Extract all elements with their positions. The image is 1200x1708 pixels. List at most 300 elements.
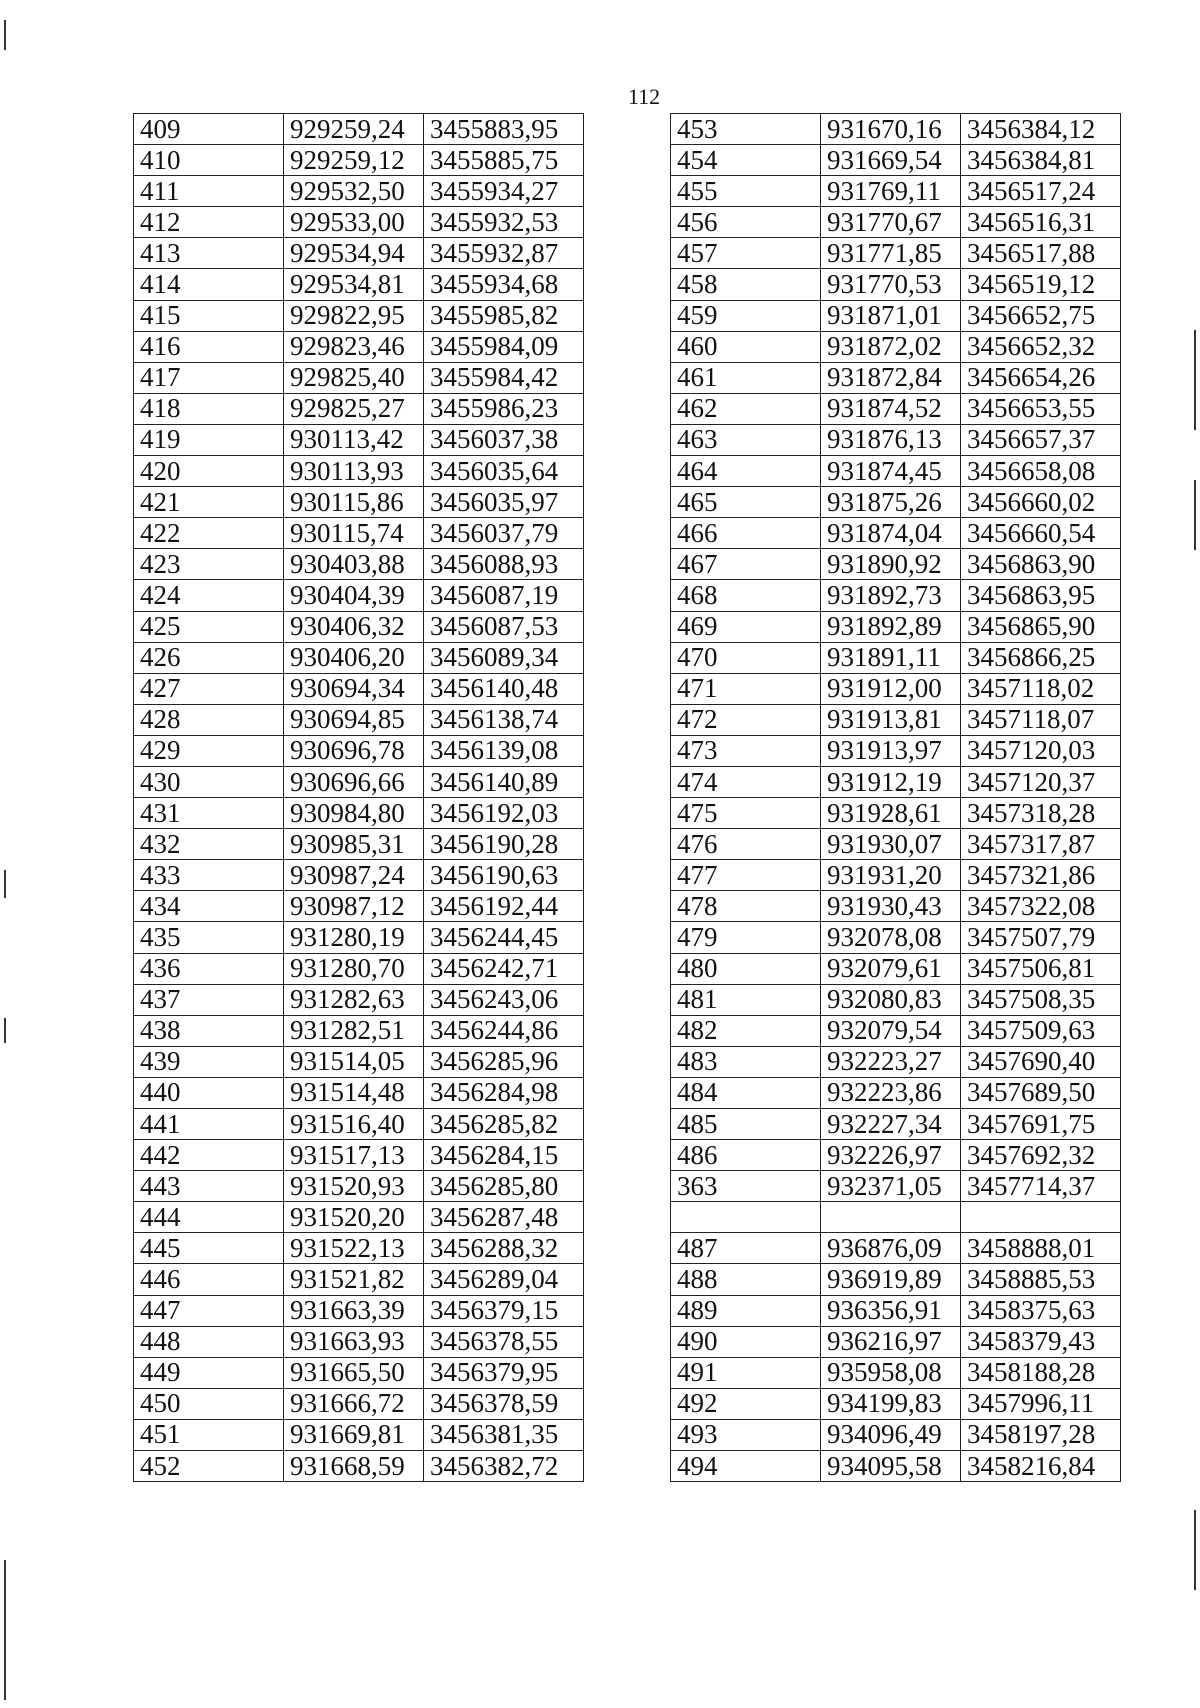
point-number-cell: 494 bbox=[671, 1451, 821, 1482]
table-row bbox=[134, 1046, 584, 1077]
y-coordinate-cell: 3456035,97 bbox=[424, 487, 584, 518]
point-number-cell: 446 bbox=[134, 1264, 284, 1295]
table-row bbox=[671, 393, 1121, 424]
x-coordinate-cell: 929822,95 bbox=[284, 300, 424, 331]
y-coordinate-cell: 3458197,28 bbox=[961, 1419, 1121, 1450]
x-coordinate-cell: 931517,13 bbox=[284, 1140, 424, 1171]
point-number-cell: 476 bbox=[671, 829, 821, 860]
x-coordinate-cell: 931913,81 bbox=[821, 704, 961, 735]
point-number-cell: 430 bbox=[134, 766, 284, 797]
x-coordinate-cell: 932226,97 bbox=[821, 1140, 961, 1171]
table-row bbox=[134, 207, 584, 238]
table-row bbox=[671, 114, 1121, 145]
y-coordinate-cell: 3455883,95 bbox=[424, 114, 584, 145]
table-row bbox=[671, 1419, 1121, 1450]
scan-edge-mark bbox=[1194, 330, 1196, 430]
table-row bbox=[134, 642, 584, 673]
x-coordinate-cell: 931663,93 bbox=[284, 1326, 424, 1357]
y-coordinate-cell: 3456660,02 bbox=[961, 487, 1121, 518]
point-number-cell: 466 bbox=[671, 518, 821, 549]
y-coordinate-cell: 3456285,82 bbox=[424, 1109, 584, 1140]
point-number-cell: 468 bbox=[671, 580, 821, 611]
table-row bbox=[134, 331, 584, 362]
table-row bbox=[671, 766, 1121, 797]
y-coordinate-cell: 3456285,80 bbox=[424, 1171, 584, 1202]
table-row bbox=[134, 984, 584, 1015]
table-row bbox=[671, 953, 1121, 984]
y-coordinate-cell: 3456087,19 bbox=[424, 580, 584, 611]
point-number-cell: 452 bbox=[134, 1451, 284, 1482]
y-coordinate-cell: 3456288,32 bbox=[424, 1233, 584, 1264]
point-number-cell: 445 bbox=[134, 1233, 284, 1264]
x-coordinate-cell: 931874,45 bbox=[821, 456, 961, 487]
point-number-cell: 421 bbox=[134, 487, 284, 518]
y-coordinate-cell: 3456519,12 bbox=[961, 269, 1121, 300]
x-coordinate-cell: 931771,85 bbox=[821, 238, 961, 269]
point-number-cell: 490 bbox=[671, 1326, 821, 1357]
x-coordinate-cell: 936919,89 bbox=[821, 1264, 961, 1295]
y-coordinate-cell: 3457317,87 bbox=[961, 829, 1121, 860]
point-number-cell: 431 bbox=[134, 798, 284, 829]
y-coordinate-cell: 3457118,02 bbox=[961, 673, 1121, 704]
y-coordinate-cell: 3457689,50 bbox=[961, 1077, 1121, 1108]
x-coordinate-cell: 929259,12 bbox=[284, 145, 424, 176]
x-coordinate-cell: 936876,09 bbox=[821, 1233, 961, 1264]
x-coordinate-cell: 936216,97 bbox=[821, 1326, 961, 1357]
point-number-cell: 448 bbox=[134, 1326, 284, 1357]
table-row bbox=[671, 1015, 1121, 1046]
point-number-cell: 455 bbox=[671, 176, 821, 207]
table-row bbox=[671, 642, 1121, 673]
x-coordinate-cell: 932078,08 bbox=[821, 922, 961, 953]
table-row bbox=[671, 704, 1121, 735]
table-row bbox=[671, 891, 1121, 922]
point-number-cell: 412 bbox=[134, 207, 284, 238]
x-coordinate-cell: 931520,20 bbox=[284, 1202, 424, 1233]
point-number-cell: 458 bbox=[671, 269, 821, 300]
table-row bbox=[671, 1202, 1121, 1233]
scan-edge-mark bbox=[4, 870, 6, 898]
y-coordinate-cell: 3457322,08 bbox=[961, 891, 1121, 922]
point-number-cell: 475 bbox=[671, 798, 821, 829]
table-row bbox=[671, 860, 1121, 891]
x-coordinate-cell: 931521,82 bbox=[284, 1264, 424, 1295]
y-coordinate-cell: 3456088,93 bbox=[424, 549, 584, 580]
table-row bbox=[671, 1140, 1121, 1171]
point-number-cell: 413 bbox=[134, 238, 284, 269]
y-coordinate-cell: 3457691,75 bbox=[961, 1109, 1121, 1140]
x-coordinate-cell: 931892,73 bbox=[821, 580, 961, 611]
table-row bbox=[134, 1419, 584, 1450]
x-coordinate-cell: 930115,86 bbox=[284, 487, 424, 518]
y-coordinate-cell: 3457690,40 bbox=[961, 1046, 1121, 1077]
table-row bbox=[134, 1171, 584, 1202]
y-coordinate-cell: 3456653,55 bbox=[961, 393, 1121, 424]
x-coordinate-cell: 930987,12 bbox=[284, 891, 424, 922]
y-coordinate-cell: 3455986,23 bbox=[424, 393, 584, 424]
x-coordinate-cell: 931282,51 bbox=[284, 1015, 424, 1046]
table-row bbox=[671, 984, 1121, 1015]
x-coordinate-cell: 930696,78 bbox=[284, 735, 424, 766]
scan-edge-mark bbox=[1194, 1510, 1196, 1590]
scan-edge-mark bbox=[4, 1018, 6, 1043]
table-row bbox=[671, 1171, 1121, 1202]
x-coordinate-cell: 931930,07 bbox=[821, 829, 961, 860]
point-number-cell: 477 bbox=[671, 860, 821, 891]
x-coordinate-cell: 931669,81 bbox=[284, 1419, 424, 1450]
x-coordinate-cell: 929534,94 bbox=[284, 238, 424, 269]
table-row bbox=[134, 1326, 584, 1357]
table-row bbox=[134, 487, 584, 518]
point-number-cell: 465 bbox=[671, 487, 821, 518]
table-row bbox=[134, 1233, 584, 1264]
y-coordinate-cell: 3455934,27 bbox=[424, 176, 584, 207]
x-coordinate-cell: 931522,13 bbox=[284, 1233, 424, 1264]
point-number-cell: 424 bbox=[134, 580, 284, 611]
point-number-cell: 443 bbox=[134, 1171, 284, 1202]
point-number-cell: 450 bbox=[134, 1388, 284, 1419]
table-row bbox=[671, 798, 1121, 829]
y-coordinate-cell: 3455984,42 bbox=[424, 362, 584, 393]
table-row bbox=[134, 922, 584, 953]
x-coordinate-cell: 931280,70 bbox=[284, 953, 424, 984]
table-row bbox=[134, 1140, 584, 1171]
table-row bbox=[134, 549, 584, 580]
table-row bbox=[134, 673, 584, 704]
y-coordinate-cell: 3457509,63 bbox=[961, 1015, 1121, 1046]
coordinates-table-left-body bbox=[134, 114, 584, 1482]
point-number-cell: 457 bbox=[671, 238, 821, 269]
point-number-cell: 459 bbox=[671, 300, 821, 331]
point-number-cell: 427 bbox=[134, 673, 284, 704]
y-coordinate-cell: 3456658,08 bbox=[961, 456, 1121, 487]
x-coordinate-cell: 930696,66 bbox=[284, 766, 424, 797]
x-coordinate-cell: 931516,40 bbox=[284, 1109, 424, 1140]
point-number-cell: 442 bbox=[134, 1140, 284, 1171]
x-coordinate-cell: 929259,24 bbox=[284, 114, 424, 145]
x-coordinate-cell: 931514,48 bbox=[284, 1077, 424, 1108]
x-coordinate-cell: 929825,40 bbox=[284, 362, 424, 393]
table-row bbox=[134, 456, 584, 487]
x-coordinate-cell: 932223,27 bbox=[821, 1046, 961, 1077]
y-coordinate-cell: 3458885,53 bbox=[961, 1264, 1121, 1295]
y-coordinate-cell: 3456035,64 bbox=[424, 456, 584, 487]
table-row bbox=[134, 580, 584, 611]
table-row bbox=[134, 891, 584, 922]
y-coordinate-cell: 3455932,87 bbox=[424, 238, 584, 269]
table-row bbox=[671, 735, 1121, 766]
table-row bbox=[671, 829, 1121, 860]
point-number-cell: 426 bbox=[134, 642, 284, 673]
table-row bbox=[134, 393, 584, 424]
y-coordinate-cell: 3456863,95 bbox=[961, 580, 1121, 611]
y-coordinate-cell: 3456865,90 bbox=[961, 611, 1121, 642]
x-coordinate-cell: 929825,27 bbox=[284, 393, 424, 424]
point-number-cell: 436 bbox=[134, 953, 284, 984]
y-coordinate-cell: 3457506,81 bbox=[961, 953, 1121, 984]
y-coordinate-cell: 3456284,98 bbox=[424, 1077, 584, 1108]
table-row bbox=[671, 1046, 1121, 1077]
table-row bbox=[671, 269, 1121, 300]
y-coordinate-cell: 3456863,90 bbox=[961, 549, 1121, 580]
x-coordinate-cell: 931666,72 bbox=[284, 1388, 424, 1419]
y-coordinate-cell: 3456379,95 bbox=[424, 1357, 584, 1388]
point-number-cell: 456 bbox=[671, 207, 821, 238]
point-number-cell: 438 bbox=[134, 1015, 284, 1046]
point-number-cell: 441 bbox=[134, 1109, 284, 1140]
y-coordinate-cell: 3456244,45 bbox=[424, 922, 584, 953]
table-row bbox=[671, 1451, 1121, 1482]
point-number-cell: 492 bbox=[671, 1388, 821, 1419]
point-number-cell: 447 bbox=[134, 1295, 284, 1326]
x-coordinate-cell: 932227,34 bbox=[821, 1109, 961, 1140]
point-number-cell: 437 bbox=[134, 984, 284, 1015]
y-coordinate-cell: 3456089,34 bbox=[424, 642, 584, 673]
table-row bbox=[134, 829, 584, 860]
point-number-cell: 463 bbox=[671, 424, 821, 455]
table-row bbox=[671, 238, 1121, 269]
table-row bbox=[671, 673, 1121, 704]
table-row bbox=[671, 331, 1121, 362]
x-coordinate-cell: 930403,88 bbox=[284, 549, 424, 580]
y-coordinate-cell: 3455932,53 bbox=[424, 207, 584, 238]
y-coordinate-cell: 3455984,09 bbox=[424, 331, 584, 362]
x-coordinate-cell: 931872,02 bbox=[821, 331, 961, 362]
point-number-cell: 453 bbox=[671, 114, 821, 145]
x-coordinate-cell: 931282,63 bbox=[284, 984, 424, 1015]
y-coordinate-cell: 3456192,03 bbox=[424, 798, 584, 829]
x-coordinate-cell: 930694,34 bbox=[284, 673, 424, 704]
point-number-cell: 449 bbox=[134, 1357, 284, 1388]
table-row bbox=[134, 1109, 584, 1140]
table-row bbox=[671, 549, 1121, 580]
table-row bbox=[134, 269, 584, 300]
point-number-cell: 444 bbox=[134, 1202, 284, 1233]
x-coordinate-cell: 930113,93 bbox=[284, 456, 424, 487]
table-row bbox=[671, 362, 1121, 393]
coordinates-table-left bbox=[133, 113, 584, 1482]
point-number-cell: 473 bbox=[671, 735, 821, 766]
y-coordinate-cell: 3456087,53 bbox=[424, 611, 584, 642]
point-number-cell: 440 bbox=[134, 1077, 284, 1108]
point-number-cell: 480 bbox=[671, 953, 821, 984]
y-coordinate-cell: 3456382,72 bbox=[424, 1451, 584, 1482]
x-coordinate-cell: 931663,39 bbox=[284, 1295, 424, 1326]
x-coordinate-cell: 931280,19 bbox=[284, 922, 424, 953]
y-coordinate-cell: 3456654,26 bbox=[961, 362, 1121, 393]
y-coordinate-cell: 3456866,25 bbox=[961, 642, 1121, 673]
page-number: 112 bbox=[628, 84, 661, 109]
y-coordinate-cell: 3456379,15 bbox=[424, 1295, 584, 1326]
x-coordinate-cell: 931770,53 bbox=[821, 269, 961, 300]
point-number-cell bbox=[671, 1202, 821, 1233]
y-coordinate-cell: 3456138,74 bbox=[424, 704, 584, 735]
point-number-cell: 482 bbox=[671, 1015, 821, 1046]
point-number-cell: 417 bbox=[134, 362, 284, 393]
x-coordinate-cell: 931890,92 bbox=[821, 549, 961, 580]
y-coordinate-cell: 3457996,11 bbox=[961, 1388, 1121, 1419]
x-coordinate-cell: 931931,20 bbox=[821, 860, 961, 891]
table-row bbox=[671, 487, 1121, 518]
y-coordinate-cell: 3456140,89 bbox=[424, 766, 584, 797]
point-number-cell: 469 bbox=[671, 611, 821, 642]
point-number-cell: 420 bbox=[134, 456, 284, 487]
table-row bbox=[671, 300, 1121, 331]
point-number-cell: 428 bbox=[134, 704, 284, 735]
y-coordinate-cell bbox=[961, 1202, 1121, 1233]
y-coordinate-cell: 3456652,32 bbox=[961, 331, 1121, 362]
table-row bbox=[134, 766, 584, 797]
x-coordinate-cell: 929533,00 bbox=[284, 207, 424, 238]
x-coordinate-cell: 930115,74 bbox=[284, 518, 424, 549]
y-coordinate-cell: 3456384,81 bbox=[961, 145, 1121, 176]
y-coordinate-cell: 3456384,12 bbox=[961, 114, 1121, 145]
y-coordinate-cell: 3457120,03 bbox=[961, 735, 1121, 766]
table-row bbox=[671, 611, 1121, 642]
x-coordinate-cell: 934095,58 bbox=[821, 1451, 961, 1482]
x-coordinate-cell: 930406,32 bbox=[284, 611, 424, 642]
x-coordinate-cell: 929532,50 bbox=[284, 176, 424, 207]
y-coordinate-cell: 3457120,37 bbox=[961, 766, 1121, 797]
x-coordinate-cell: 931912,00 bbox=[821, 673, 961, 704]
point-number-cell: 481 bbox=[671, 984, 821, 1015]
y-coordinate-cell: 3456517,24 bbox=[961, 176, 1121, 207]
table-row bbox=[134, 300, 584, 331]
table-row bbox=[671, 207, 1121, 238]
y-coordinate-cell: 3457507,79 bbox=[961, 922, 1121, 953]
y-coordinate-cell: 3458888,01 bbox=[961, 1233, 1121, 1264]
x-coordinate-cell: 929534,81 bbox=[284, 269, 424, 300]
coordinates-table-right-body bbox=[671, 114, 1121, 1482]
point-number-cell: 416 bbox=[134, 331, 284, 362]
x-coordinate-cell: 931665,50 bbox=[284, 1357, 424, 1388]
y-coordinate-cell: 3457118,07 bbox=[961, 704, 1121, 735]
x-coordinate-cell: 931912,19 bbox=[821, 766, 961, 797]
point-number-cell: 418 bbox=[134, 393, 284, 424]
x-coordinate-cell: 931928,61 bbox=[821, 798, 961, 829]
point-number-cell: 472 bbox=[671, 704, 821, 735]
table-row bbox=[671, 424, 1121, 455]
scan-edge-mark bbox=[4, 1560, 6, 1700]
point-number-cell: 429 bbox=[134, 735, 284, 766]
x-coordinate-cell: 932079,54 bbox=[821, 1015, 961, 1046]
x-coordinate-cell: 931892,89 bbox=[821, 611, 961, 642]
x-coordinate-cell: 931769,11 bbox=[821, 176, 961, 207]
point-number-cell: 462 bbox=[671, 393, 821, 424]
table-row bbox=[134, 176, 584, 207]
table-row bbox=[671, 456, 1121, 487]
point-number-cell: 461 bbox=[671, 362, 821, 393]
y-coordinate-cell: 3456192,44 bbox=[424, 891, 584, 922]
point-number-cell: 467 bbox=[671, 549, 821, 580]
y-coordinate-cell: 3455934,68 bbox=[424, 269, 584, 300]
y-coordinate-cell: 3456381,35 bbox=[424, 1419, 584, 1450]
table-row bbox=[671, 1109, 1121, 1140]
x-coordinate-cell: 931874,52 bbox=[821, 393, 961, 424]
point-number-cell: 474 bbox=[671, 766, 821, 797]
table-row bbox=[671, 1077, 1121, 1108]
table-row bbox=[134, 238, 584, 269]
y-coordinate-cell: 3456517,88 bbox=[961, 238, 1121, 269]
point-number-cell: 410 bbox=[134, 145, 284, 176]
y-coordinate-cell: 3457321,86 bbox=[961, 860, 1121, 891]
x-coordinate-cell: 931874,04 bbox=[821, 518, 961, 549]
point-number-cell: 464 bbox=[671, 456, 821, 487]
y-coordinate-cell: 3456378,55 bbox=[424, 1326, 584, 1357]
y-coordinate-cell: 3456652,75 bbox=[961, 300, 1121, 331]
x-coordinate-cell: 932080,83 bbox=[821, 984, 961, 1015]
point-number-cell: 478 bbox=[671, 891, 821, 922]
point-number-cell: 363 bbox=[671, 1171, 821, 1202]
y-coordinate-cell: 3456190,28 bbox=[424, 829, 584, 860]
y-coordinate-cell: 3455885,75 bbox=[424, 145, 584, 176]
y-coordinate-cell: 3456140,48 bbox=[424, 673, 584, 704]
x-coordinate-cell bbox=[821, 1202, 961, 1233]
point-number-cell: 422 bbox=[134, 518, 284, 549]
point-number-cell: 433 bbox=[134, 860, 284, 891]
table-row bbox=[134, 362, 584, 393]
x-coordinate-cell: 930985,31 bbox=[284, 829, 424, 860]
x-coordinate-cell: 932079,61 bbox=[821, 953, 961, 984]
point-number-cell: 491 bbox=[671, 1357, 821, 1388]
y-coordinate-cell: 3456242,71 bbox=[424, 953, 584, 984]
y-coordinate-cell: 3456243,06 bbox=[424, 984, 584, 1015]
point-number-cell: 414 bbox=[134, 269, 284, 300]
y-coordinate-cell: 3456285,96 bbox=[424, 1046, 584, 1077]
point-number-cell: 411 bbox=[134, 176, 284, 207]
y-coordinate-cell: 3458379,43 bbox=[961, 1326, 1121, 1357]
y-coordinate-cell: 3456284,15 bbox=[424, 1140, 584, 1171]
point-number-cell: 486 bbox=[671, 1140, 821, 1171]
point-number-cell: 470 bbox=[671, 642, 821, 673]
x-coordinate-cell: 930987,24 bbox=[284, 860, 424, 891]
point-number-cell: 489 bbox=[671, 1295, 821, 1326]
x-coordinate-cell: 930406,20 bbox=[284, 642, 424, 673]
table-row bbox=[671, 1388, 1121, 1419]
x-coordinate-cell: 929823,46 bbox=[284, 331, 424, 362]
table-row bbox=[134, 424, 584, 455]
x-coordinate-cell: 931891,11 bbox=[821, 642, 961, 673]
point-number-cell: 432 bbox=[134, 829, 284, 860]
y-coordinate-cell: 3457692,32 bbox=[961, 1140, 1121, 1171]
table-row bbox=[134, 611, 584, 642]
x-coordinate-cell: 931670,16 bbox=[821, 114, 961, 145]
table-row bbox=[671, 1357, 1121, 1388]
table-row bbox=[134, 798, 584, 829]
point-number-cell: 415 bbox=[134, 300, 284, 331]
x-coordinate-cell: 931514,05 bbox=[284, 1046, 424, 1077]
table-row bbox=[671, 518, 1121, 549]
point-number-cell: 487 bbox=[671, 1233, 821, 1264]
y-coordinate-cell: 3456037,79 bbox=[424, 518, 584, 549]
x-coordinate-cell: 931872,84 bbox=[821, 362, 961, 393]
table-row bbox=[671, 580, 1121, 611]
y-coordinate-cell: 3456657,37 bbox=[961, 424, 1121, 455]
y-coordinate-cell: 3456190,63 bbox=[424, 860, 584, 891]
x-coordinate-cell: 934096,49 bbox=[821, 1419, 961, 1450]
y-coordinate-cell: 3458188,28 bbox=[961, 1357, 1121, 1388]
y-coordinate-cell: 3456244,86 bbox=[424, 1015, 584, 1046]
x-coordinate-cell: 931871,01 bbox=[821, 300, 961, 331]
table-row bbox=[671, 1295, 1121, 1326]
scan-edge-mark bbox=[4, 20, 6, 50]
point-number-cell: 485 bbox=[671, 1109, 821, 1140]
table-row bbox=[671, 1264, 1121, 1295]
table-row bbox=[671, 922, 1121, 953]
y-coordinate-cell: 3457508,35 bbox=[961, 984, 1121, 1015]
table-row bbox=[134, 1388, 584, 1419]
table-row bbox=[134, 1357, 584, 1388]
